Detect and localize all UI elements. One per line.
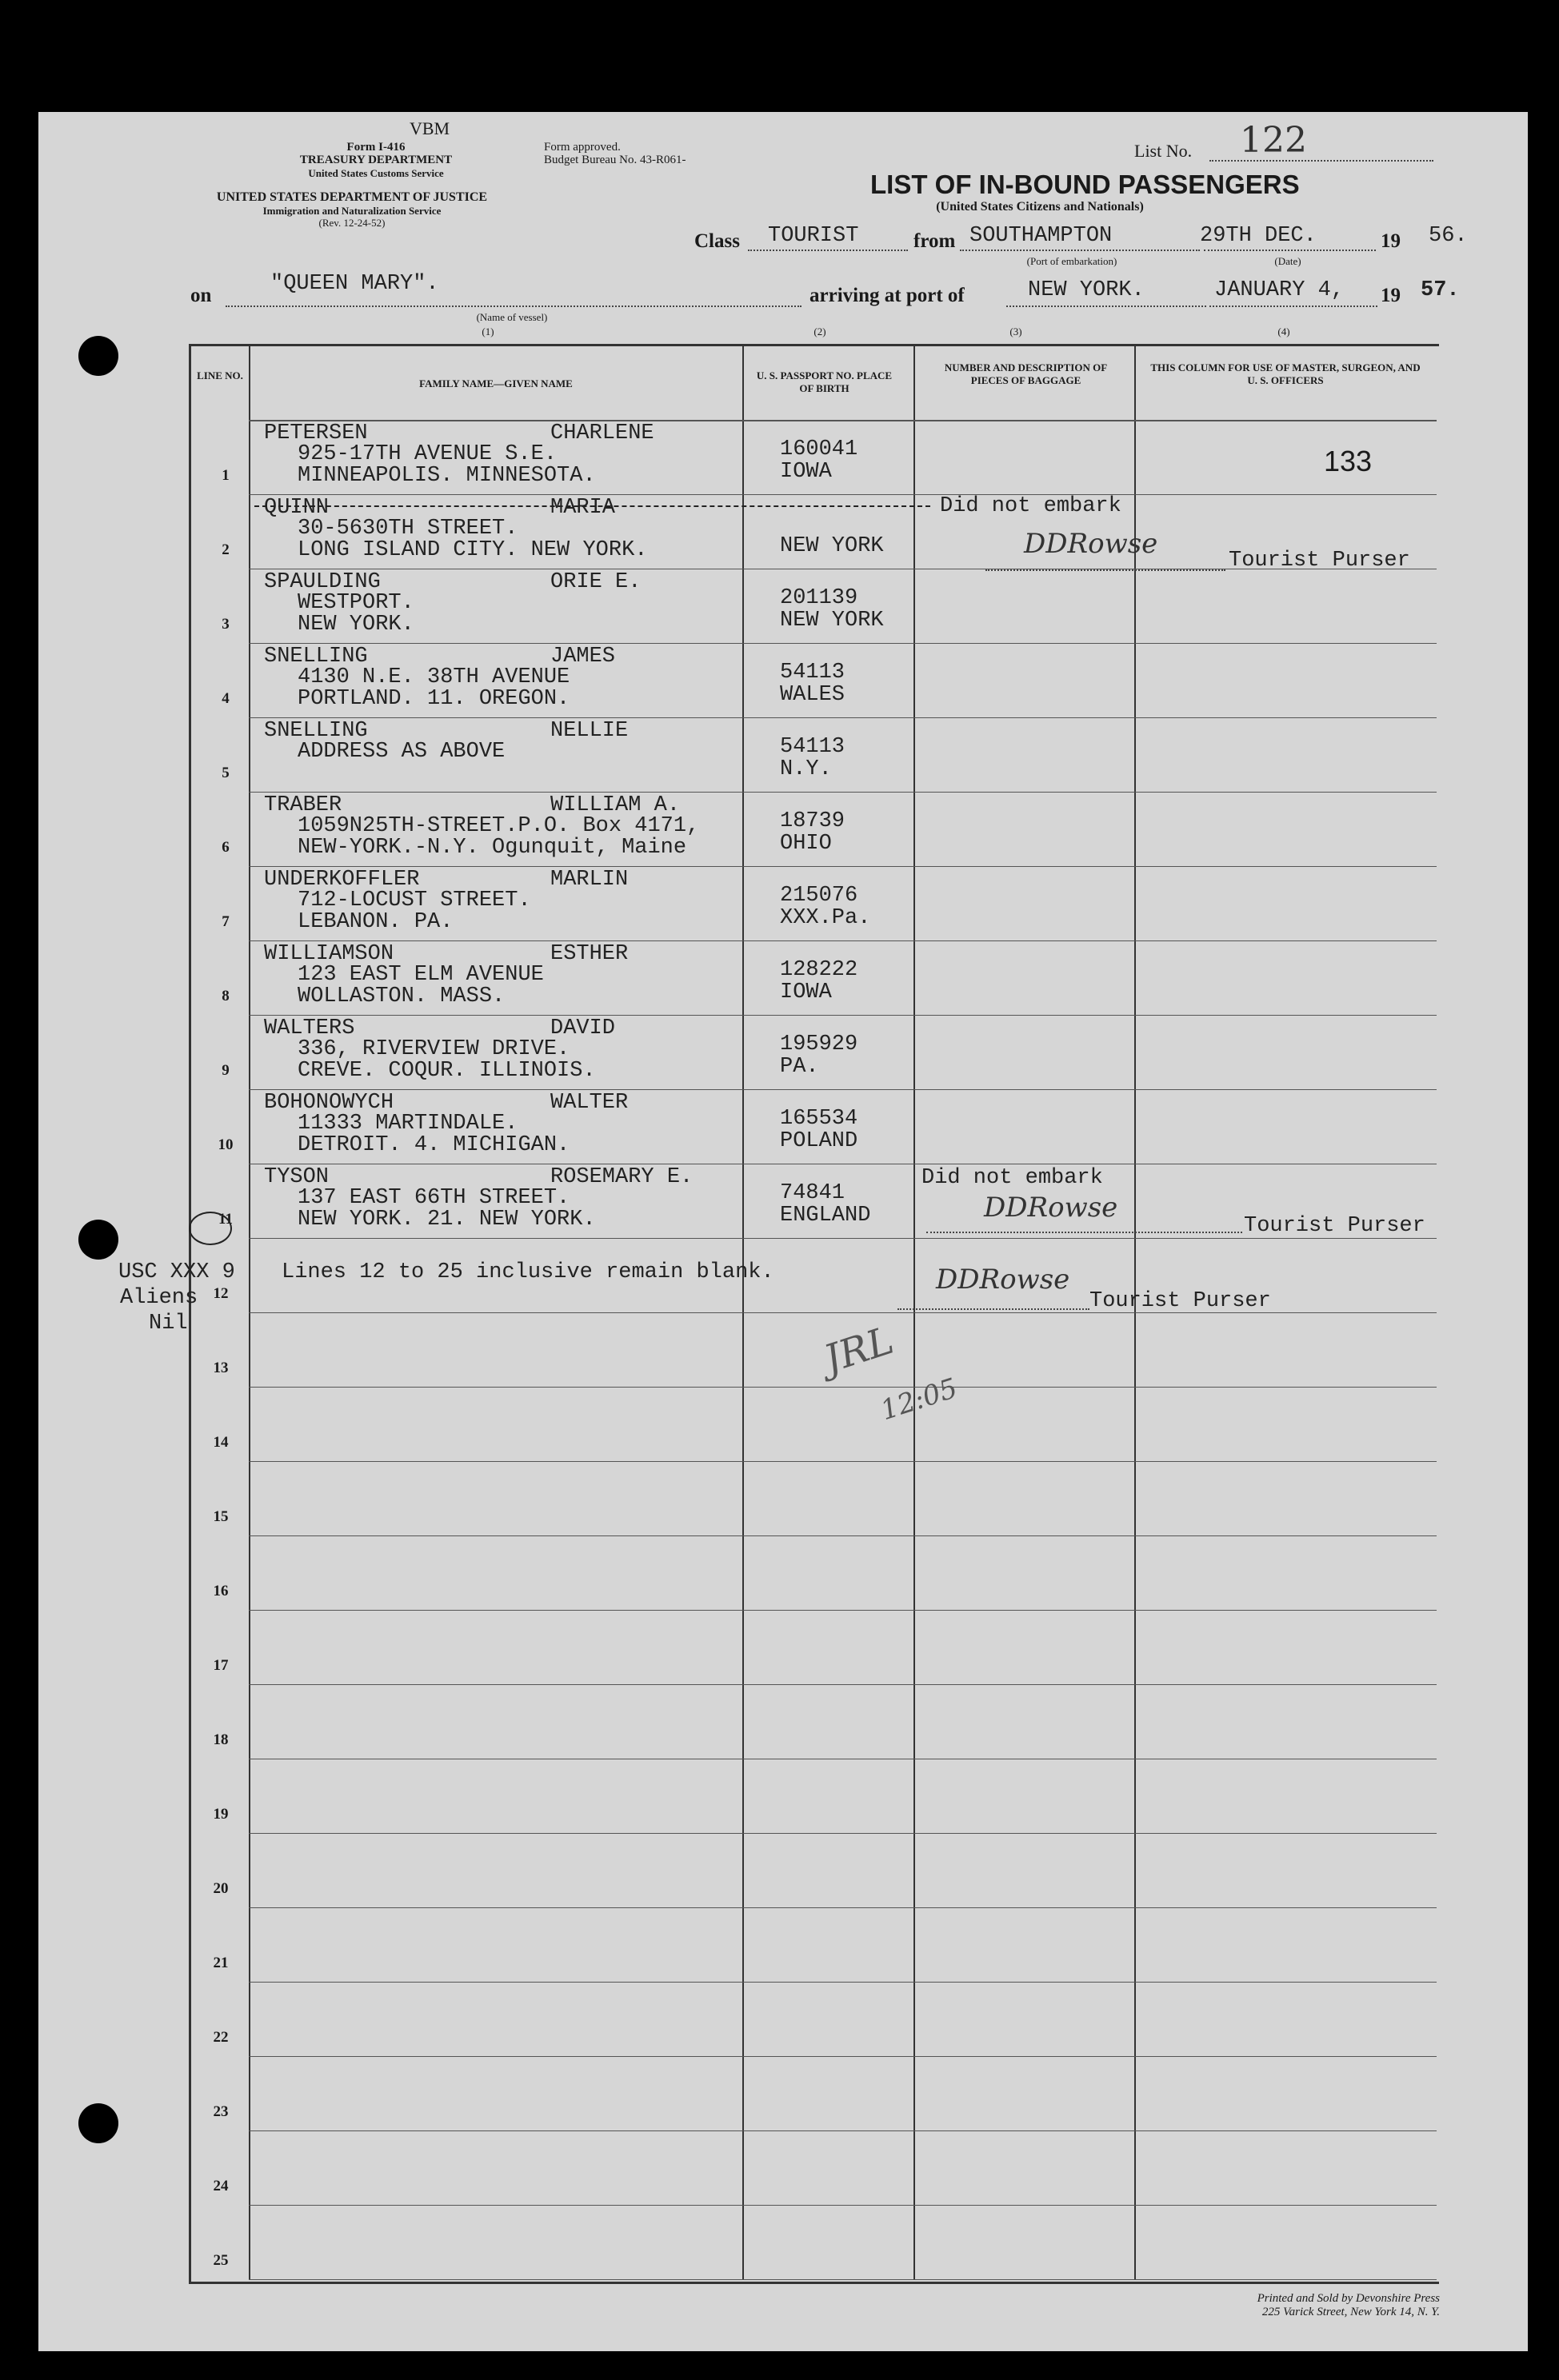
list-no-label: List No. — [1134, 141, 1193, 161]
place-of-birth: XXX.Pa. — [780, 906, 871, 930]
place-of-birth: WALES — [780, 683, 845, 707]
line-number: 9 — [222, 1062, 230, 1079]
caption-col-2: (2) — [813, 325, 826, 337]
signature-blank: DDRowse — [936, 1264, 1070, 1296]
line-number: 18 — [213, 1731, 229, 1748]
place-of-birth: NEW YORK — [780, 534, 884, 558]
line-number: 1 — [222, 467, 230, 484]
line-number: 19 — [213, 1806, 229, 1823]
line-number: 7 — [222, 913, 230, 930]
col-header-baggage: NUMBER AND DESCRIPTION OF PIECES OF BAGGAGE — [944, 361, 1108, 386]
family-name: SPAULDING — [264, 570, 381, 594]
address-line-1: 4130 N.E. 38TH AVENUE — [298, 665, 570, 689]
address-line-1: 11333 MARTINDALE. — [298, 1112, 518, 1136]
place-of-birth: IOWA — [780, 980, 832, 1004]
passenger-count: 133 — [1324, 445, 1373, 477]
line-number: 25 — [213, 2252, 229, 2269]
signature-11: DDRowse — [984, 1192, 1118, 1224]
from-line — [960, 250, 1200, 251]
line-number: 20 — [213, 1880, 229, 1897]
arrival-date: JANUARY 4, — [1214, 278, 1345, 302]
date-caption: (Date) — [1274, 255, 1301, 267]
family-name: TRABER — [264, 793, 342, 817]
row-rule — [249, 1684, 1437, 1685]
line-number: 16 — [213, 1583, 229, 1599]
line-number: 14 — [213, 1434, 229, 1451]
line-number: 17 — [213, 1657, 229, 1674]
given-name: DAVID — [550, 1016, 616, 1040]
port-of-embarkation: SOUTHAMPTON — [969, 224, 1113, 248]
printer-line-2: 225 Varick Street, New York 14, N. Y. — [1261, 2306, 1440, 2318]
address-line-1: 336, RIVERVIEW DRIVE. — [298, 1037, 570, 1061]
passport-number: 128222 — [780, 958, 858, 982]
address-line-2: NEW YORK. — [298, 613, 414, 637]
passport-number: 54113 — [780, 735, 845, 759]
ins-service: Immigration and Naturalization Service — [262, 205, 442, 217]
row-rule — [249, 1461, 1437, 1462]
year1-prefix: 19 — [1381, 230, 1401, 252]
caption-col-3: (3) — [1009, 325, 1022, 337]
remain-blank-note: Lines 12 to 25 inclusive remain blank. — [282, 1260, 774, 1284]
place-of-birth: NEW YORK — [780, 609, 884, 633]
row-rule — [249, 940, 1437, 941]
family-name: PETERSEN — [264, 421, 368, 445]
printer-line-1: Printed and Sold by Devonshire Press — [1257, 2292, 1440, 2305]
address-line-2: LEBANON. PA. — [298, 910, 454, 934]
line-number: 12 — [213, 1285, 229, 1302]
given-name: NELLIE — [550, 719, 629, 743]
row-rule — [249, 717, 1437, 718]
row-rule — [249, 792, 1437, 793]
line-number: 10 — [218, 1136, 234, 1153]
arrival-date-line — [1209, 305, 1377, 307]
vbm-code: VBM — [410, 118, 450, 138]
place-of-birth: ENGLAND — [780, 1204, 871, 1228]
row-rule — [249, 1982, 1437, 1983]
address-line-1: 712-LOCUST STREET. — [298, 889, 531, 912]
vessel-name: "QUEEN MARY". — [270, 272, 439, 296]
address-line-2: DETROIT. 4. MICHIGAN. — [298, 1133, 570, 1157]
line-number: 13 — [213, 1360, 229, 1376]
col-header-line-no: LINE NO. — [197, 369, 243, 381]
line-number: 4 — [222, 690, 230, 707]
usc-note: USC XXX 9 — [118, 1260, 235, 1284]
arriving-label: arriving at port of — [809, 285, 965, 306]
address-line-2: LONG ISLAND CITY. NEW YORK. — [298, 538, 648, 562]
given-name: CHARLENE — [550, 421, 654, 445]
nil-note: Nil — [149, 1312, 188, 1336]
signature-2: DDRowse — [1024, 528, 1158, 560]
form-subtitle: (United States Citizens and Nationals) — [936, 200, 1144, 214]
class-label: Class — [694, 230, 740, 252]
form-number: Form I-416 — [346, 141, 406, 154]
vessel-caption: (Name of vessel) — [476, 311, 548, 323]
row-rule — [249, 866, 1437, 867]
row-rule — [249, 1907, 1437, 1908]
tourist-purser-blank: Tourist Purser — [1089, 1289, 1271, 1313]
embarkation-date: 29TH DEC. — [1200, 224, 1317, 248]
justice-dept: UNITED STATES DEPARTMENT OF JUSTICE — [216, 190, 488, 204]
given-name: WALTER — [550, 1091, 629, 1115]
inspector-initials: JRL — [818, 1317, 899, 1383]
line-number: 8 — [222, 988, 230, 1004]
list-no-value: 122 — [1240, 120, 1307, 161]
arrival-port-line — [1006, 305, 1206, 307]
address-line-1: WESTPORT. — [298, 591, 414, 615]
given-name: MARLIN — [550, 868, 629, 892]
did-not-embark-2: Did not embark — [940, 494, 1121, 518]
punch-hole-middle — [78, 1220, 118, 1260]
row-rule — [249, 1238, 1437, 1239]
year1-suffix: 56. — [1429, 224, 1468, 248]
address-line-1: 123 EAST ELM AVENUE — [298, 963, 544, 987]
place-of-birth: OHIO — [780, 832, 832, 856]
passport-number: 74841 — [780, 1181, 845, 1205]
passport-number: 215076 — [780, 884, 858, 908]
passport-number: 165534 — [780, 1107, 858, 1131]
address-line-2: MINNEAPOLIS. MINNESOTA. — [298, 464, 596, 488]
line-number: 21 — [213, 1955, 229, 1971]
given-name: ORIE E. — [550, 570, 642, 594]
row-rule — [249, 1535, 1437, 1536]
line-number: 2 — [222, 541, 230, 558]
signature-blank-line — [897, 1308, 1089, 1310]
passport-number: 160041 — [780, 437, 858, 461]
vessel-line — [226, 305, 801, 307]
given-name: WILLIAM A. — [550, 793, 681, 817]
col-header-name: FAMILY NAME—GIVEN NAME — [419, 377, 573, 389]
address-line-2: PORTLAND. 11. OREGON. — [298, 687, 570, 711]
tourist-purser-2: Tourist Purser — [1229, 549, 1410, 573]
address-line-1: 30-5630TH STREET. — [298, 517, 518, 541]
line-11-circle — [189, 1212, 232, 1245]
year2-prefix: 19 — [1381, 285, 1401, 306]
revision: (Rev. 12-24-52) — [318, 217, 386, 229]
address-line-2: NEW-YORK.-N.Y. Ogunquit, Maine — [298, 836, 687, 860]
row-rule — [249, 643, 1437, 644]
caption-col-4: (4) — [1277, 325, 1290, 337]
line-number: 6 — [222, 839, 230, 856]
treasury-dept: TREASURY DEPARTMENT — [299, 154, 453, 166]
punch-hole-bottom — [78, 2103, 118, 2143]
given-name: ESTHER — [550, 942, 629, 966]
place-of-birth: POLAND — [780, 1129, 858, 1153]
row-rule — [249, 1387, 1437, 1388]
col-header-officers: THIS COLUMN FOR USE OF MASTER, SURGEON, AND U. S. OFFICERS — [1150, 361, 1421, 386]
budget-bureau: Budget Bureau No. 43-R061- — [544, 154, 686, 166]
col-header-passport: U. S. PASSPORT NO. PLACE OF BIRTH — [756, 369, 893, 394]
line-number: 3 — [222, 616, 230, 633]
signature-11-line — [926, 1232, 1242, 1233]
row-rule — [249, 1089, 1437, 1090]
family-name: TYSON — [264, 1165, 330, 1189]
address-line-1: 925-17TH AVENUE S.E. — [298, 442, 558, 466]
row-rule — [249, 1610, 1437, 1611]
form-approved: Form approved. — [544, 141, 621, 154]
date-line — [1204, 250, 1376, 251]
family-name: WILLIAMSON — [264, 942, 394, 966]
family-name: SNELLING — [264, 645, 368, 669]
row-rule — [249, 494, 1437, 495]
punch-hole-top — [78, 336, 118, 376]
row-rule — [249, 2130, 1437, 2131]
passport-number: 18739 — [780, 809, 845, 833]
from-label: from — [913, 230, 956, 252]
class-line — [748, 250, 908, 251]
family-name: QUINN — [264, 496, 330, 520]
place-of-birth: IOWA — [780, 460, 832, 484]
address-line-2: WOLLASTON. MASS. — [298, 984, 506, 1008]
line-number: 11 — [218, 1211, 233, 1228]
given-name: JAMES — [550, 645, 616, 669]
address-line-2: NEW YORK. 21. NEW YORK. — [298, 1208, 596, 1232]
family-name: WALTERS — [264, 1016, 355, 1040]
passport-number: 201139 — [780, 586, 858, 610]
address-line-1: 137 EAST 66TH STREET. — [298, 1186, 570, 1210]
inspector-time: 12:05 — [877, 1372, 961, 1428]
line-number: 23 — [213, 2103, 229, 2120]
strike-line-quinn — [254, 505, 930, 507]
line-number: 5 — [222, 765, 230, 781]
col-divider-baggage — [913, 344, 915, 2279]
row-rule — [249, 2279, 1437, 2280]
row-rule — [249, 1015, 1437, 1016]
signature-2-line — [985, 569, 1225, 571]
line-number: 24 — [213, 2178, 229, 2194]
header-bottom-rule — [249, 420, 1437, 421]
line-number: 22 — [213, 2029, 229, 2046]
address-line-2: CREVE. COQUR. ILLINOIS. — [298, 1059, 596, 1083]
class-value: TOURIST — [768, 224, 859, 248]
passport-number: 195929 — [780, 1032, 858, 1056]
place-of-birth: PA. — [780, 1055, 819, 1079]
row-rule — [249, 2056, 1437, 2057]
place-of-birth: N.Y. — [780, 757, 832, 781]
col-divider-passport — [742, 344, 744, 2279]
arrival-port: NEW YORK. — [1028, 278, 1145, 302]
row-rule — [249, 2205, 1437, 2206]
year2-suffix: 57. — [1421, 278, 1460, 302]
row-rule — [249, 1833, 1437, 1834]
caption-col-1: (1) — [482, 325, 494, 337]
address-line-1: 1059N25TH-STREET.P.O. Box 4171, — [298, 814, 700, 838]
col-divider-line-no — [249, 344, 250, 2279]
aliens-note: Aliens — [120, 1286, 198, 1310]
family-name: UNDERKOFFLER — [264, 868, 420, 892]
family-name: SNELLING — [264, 719, 368, 743]
on-label: on — [190, 285, 212, 306]
port-caption: (Port of embarkation) — [1026, 255, 1117, 267]
family-name: BOHONOWYCH — [264, 1091, 394, 1115]
passport-number: 54113 — [780, 661, 845, 685]
given-name: ROSEMARY E. — [550, 1165, 694, 1189]
did-not-embark-11: Did not embark — [921, 1166, 1103, 1190]
address-line-1: ADDRESS AS ABOVE — [298, 740, 506, 764]
given-name: MARIA — [550, 496, 616, 520]
tourist-purser-11: Tourist Purser — [1244, 1214, 1425, 1238]
customs-service: United States Customs Service — [308, 167, 444, 179]
line-number: 15 — [213, 1508, 229, 1525]
form-title: LIST OF IN-BOUND PASSENGERS — [870, 170, 1300, 199]
